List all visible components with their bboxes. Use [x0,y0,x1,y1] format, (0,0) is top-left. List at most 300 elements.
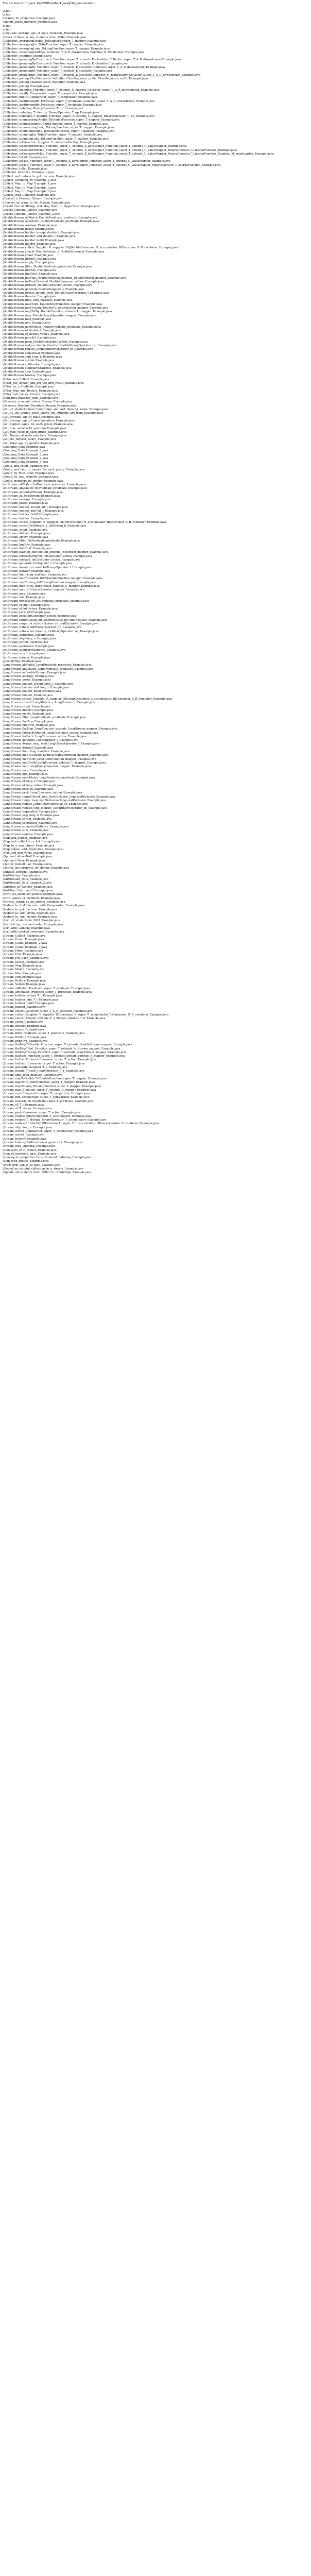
file-entry: \Sort_with_method_reference_Example.java [3,930,64,934]
file-entry: \Stream_Collect_Example.java [3,934,45,938]
file-entry: \Collectors_maxBy_Comparator_super_T_comparator_Example.java [3,92,98,96]
file-entry: \Stream_reduce_BinaryOperator_T_accumulator_Example.java [3,1114,91,1118]
file-entry: \Collectors_summingLong_ToLongFunction_super_T_mapper_Example.java [3,137,109,141]
file-entry: \LongStream_mapToDouble_LongToDoubleFunction_mapper_Example.java [3,754,109,757]
file-entry: \Stream_of_T_t_Example.java [3,1103,44,1107]
file-entry: \DoubleStream_reduce_double_identity_DoubleBinaryOperator_op_Example.java [3,344,117,348]
file-entry: \IntStream_builder_build_Example.java [3,513,58,517]
file-entry: \Filter_the_stream_and_get_the_first_result_Example.java [3,381,84,385]
file-entry: \Collectors_summarizingInt_ToIntFunction_super_T_mapper_Example.java [3,122,108,126]
file-entry: \Stream_sorted_Example.java [3,1133,45,1137]
file-entry: \Sum_ages_with_reduce_Example.java [3,1148,57,1152]
file-entry: \IntStream_filter_IntPredicate_predicate_Example.java [3,539,80,543]
file-entry: \LongStream_reduce_LongBinaryOperator_op_Example.java [3,803,88,806]
file-entry: \Stream_builder_build_Example.java [3,1002,54,1005]
file-entry: \Collectors_reducing_BinaryOperator_T_op_Example.java [3,107,84,111]
file-entry: \DoubleStream_iterator_Example.java [3,295,56,299]
file-entry: \Partition_by_Gender_Example.java [3,885,53,889]
file-entry: \LongStream_boxed_Example.java [3,679,51,682]
file-entry: \LongStream_spliterator_Example.java [3,821,58,825]
file-entry: \Convert_a_Boolean_Stream_Example.java [3,197,63,201]
file-entry: \LongStream_average_Example.java [3,675,54,679]
file-entry: \LongStream_builder_build_Example.java [3,690,61,693]
file-entry: \DoubleStream_count_Example.java [3,253,54,257]
file-entry: \LongStream_skip_long_n_Example.java [3,814,59,818]
file-entry: \Collectors_toCollection_Supplier_C_collectionFactory_Example.java [3,141,99,144]
file-entry: \DoubleStream_findFirst_Example.java [3,273,58,276]
file-entry: \IntStream_of_int_t_Example.java [3,603,50,607]
file-entry: \Filter_null_values_Stream_Example.java [3,393,60,396]
file-entry: \Stream_sorted_Comparator_super_T_comparator_Example.java [3,1130,93,1133]
file-entry: \DoubleStream_mapToLong_DoubleToLongFunction_mapper_Example.java [3,307,109,310]
file-entry: \IntStream_count_Example.java [3,528,47,532]
file-entry: \LongStream_builder_accept_long_t_Example.java [3,682,74,686]
file-entry: \Collectors_averagingLong_ToLongFunction_super_T_mapper_Example.java [3,47,110,50]
file-entry: \IntStream_generate_IntSupplier_s_Example.java [3,562,73,566]
file-entry: \LongStream_mapToInt_LongToIntFunction_mapper_Example.java [3,757,97,761]
file-entry: \Stream_allMatch_Predicate_super_T_predicate_Example.java [3,987,90,990]
file-entry: \DoubleStream_parallel_Example.java [3,336,56,340]
file-entry: \Group_By_size_property_Example.java [3,476,58,479]
file-entry: \Collectors_toConcurrentMap_Function_super_T_extends_K_keyMapper_Function_super_T_extends_U_valueMapper_BinaryOperator_U_mergeFunction_Supplier_M_mapSupplier_Example.java [3,152,274,156]
file-entry: \Collectors_groupingBy_Function_super_T_extends_K_classifier_Example.java [3,70,112,73]
file-entry: \DoubleStream_sum_Example.java [3,370,51,374]
file-entry: \Convert_an_array_to_list_Stream_Example.java [3,201,71,205]
file-entry: \Stream_min_Comparator_super_T_comparator_Example.java [3,1096,90,1099]
file-entry: \DoubleStream_sequential_Example.java [3,351,60,355]
file-entry: \Stream_Filter_Example.java [3,949,43,953]
file-entry: \LongStream_toArray_Example.java [3,833,54,836]
file-entry: \Stream_Count_Example_3.java [3,945,47,949]
file-entry: \IntStream_spliterator_Example.java [3,645,55,648]
file-entry: \Collectors_toList_Example.java [3,156,48,160]
file-entry: \Check_if_there_is_any_students_from_Miller_Example.java [3,36,87,39]
file-entry: \DoubleStream_peek_DoubleConsumer_action_Example.java [3,340,88,344]
file-entry: \LongStream_parallel_Example.java [3,788,54,791]
file-entry: \Collectors_groupingBy_Function_super_T_extends_K_classifier_Collector_super_T_A_D_downstream_Example.java [3,66,165,70]
file-entry: \LongStream_limit_long_maxSize_Example.java [3,750,70,754]
file-entry: \Collector_interface_Example_1.java [3,171,54,175]
file-entry: \Collectors_collectingAndThen_Collector_T_A_R_downstream_Function_R_RR_finisher_Example.java [3,50,144,54]
file-entry: \Collect_and_reduce_to_get_the_sum_Example.java [3,175,75,178]
file-entry: \LongStream_sorted_Example.java [3,818,51,821]
file-entry: \Sort_with_Lambda_Example.java [3,927,50,930]
file-entry: \Stream_Map_Example.java [3,964,42,968]
file-entry: \IntStream_collect_Supplier_R_supplier_ObjIntConsumer_R_accumulator_BiConsumer_R_R_combiner_Example.java [3,520,166,524]
file-entry: \Sum_up_to_properties_by_customized_reducing_Example.java [3,1156,91,1160]
file-entry: \IntStream_mapToObj_IntFunction_extends_U_mapper_Example.java [3,585,100,588]
file-entry: \Stream_empty_Example.java [3,1028,44,1032]
file-entry: \LongStream_flatMap_LongFunction_extends_LongStream_mapper_Example.java [3,727,118,731]
file-entry: \Grouping_Data_Example_3.java [3,453,48,456]
file-entry: \Stream_anyMatch_Predicate_super_T_predicate_Example.java [3,991,92,994]
file-entry: \IntStream_sum_Example.java [3,652,45,656]
file-entry: \Create_List_of_Strings_and_Map_them_to_UpperCase_Example.java [3,205,100,209]
file-entry: \Collectors_partitioningBy_Predicate_super_T_predicate_Collector_super_T_A_D_downstream_Example.java [3,99,155,103]
file-entry: \Stream_toArray_IntFunction_A_generator_Example.java [3,1141,83,1144]
file-entry: \LongStream_reduce_long_identity_LongBinaryOperator_op_Example.java [3,806,108,810]
file-entry: \Stream_Reduce_Example.java [3,979,46,983]
file-entry: \Stream_concat_Stream_extends_T_a_Stream_extends_T_b_Example.java [3,1017,106,1021]
file-entry: \change_mode_numbers_Example.java [3,21,57,24]
file-entry: \LongStream_empty_Example.java [3,713,51,716]
file-entry: \Reduce_to_sum_string_Example.java [3,911,56,915]
file-entry: \DoubleStream_sorted_Example.java [3,359,55,363]
file-entry: \Stream_Min_Example.java [3,975,41,979]
file-entry: \Max_and_min_value_Example.java [3,852,52,855]
file-entry: \Update_all_students_from_Miller_to_Cambridge_Example.java [3,1171,92,1175]
file-entry: \Reduce_to_find_the_sum_with_Comparator_Example.java [3,904,84,908]
file-entry: \Process_String_as_an_stream_Example.java [3,900,65,904]
file-entry: \Stream_Count_Example.java [3,938,44,941]
file-entry: \DoubleStream_toArray_Example.java [3,374,56,378]
file-entry: \DoubleStream_generate_DoubleSupplier_s_Example.java [3,287,84,291]
file-entry: \Partitioning_Example.java [3,874,41,877]
file-entry: \DoubleStream_noneMatch_DoublePredicate_predicate_Example.java [3,325,101,329]
file-entry: \LongStream_max_Example.java [3,769,48,772]
file-entry: \a.log [3,13,11,16]
file-entry: \a.bat [3,9,11,13]
file-entry: \DoubleStream_distinct_Example.java [3,258,56,261]
file-entry: \Stream_mapToDouble_ToDoubleFunction_super_T_mapper_Example.java [3,1077,107,1080]
file-entry: \IntStream_of_int_values_Example.java [3,607,58,611]
file-entry: \Get_max_value_in_each_group_Example.java [3,430,67,434]
file-entry: \Stream_distinct_Example.java [3,1024,46,1028]
file-entry: \Sum_with_reduce_Example.java [3,1160,49,1163]
file-entry: \Sort_list_by_reversed_order_Example.java [3,923,63,926]
file-entry: \Map_values_with_Collectors_Example.java [3,848,64,851]
file-entry: \Collectors_joining_CharSequence_delimiter_Example.java [3,81,85,84]
file-entry: \Stream_Find_Example.java [3,953,42,957]
file-entry: \Stream_reduce_U_identity_BiFunction_U_super_T_U_accumulator_BinaryOperator_U_combiner_Example.java [3,1122,159,1126]
file-entry: \IntStream_range_int_startInclusive_int_endExclusive_Example.java [3,622,99,625]
file-tree-header: The file tree for E:\Java_Dev\WRFeedback\java\JDK\generated\src [3,2,95,5]
file-entry: \Collect_Grouping_By_Example_1.java [3,178,57,182]
file-entry: \DoubleStream_findAny_Example.java [3,269,57,273]
file-entry: \Stream_For_Each_Example.java [3,957,49,960]
file-entry: \IntStream_limit_long_maxSize_Example.java [3,573,66,577]
file-entry: \Map_and_collect_to_a_list_Example.java [3,840,60,844]
file-entry: \IntStream_reduce_int_identity_IntBinaryOperator_op_Example.java [3,630,99,633]
file-entry: \Collectors_summarizingDouble_ToDoubleFunction_super_T_mapper_Example.java [3,118,120,122]
file-entry: \DoubleStream_builder_build_Example.java [3,239,64,242]
file-entry: \Partitioning_Data_Example_2.java [3,882,52,885]
file-entry: \Generate_constant_values_Stream_Example.java [3,400,73,404]
file-entry: \Collect_Map_to_Map_Example_3.java [3,190,57,193]
file-entry: \Output_one_property_for_debug_Example.java [3,867,70,870]
file-entry: \Stream_of_T_values_Example.java [3,1107,52,1111]
file-entry: \Reduce_to_get_the_sum_Example.java [3,908,58,911]
file-entry: \IntStream_map_IntUnaryOperator_mapper_Example.java [3,588,85,592]
file-entry: \Join_Strings_Example.java [3,659,41,663]
file-entry: \Collectors_reducing_U_identity_Function_super_T_extends_U_mapper_BinaryOperator_U_op_Example.java [3,114,155,118]
file-entry: \LongStream_noneMatch_LongPredicate_predicate_Example.java [3,776,95,780]
file-entry: \Collectors_summarizingLong_ToLongFunction_super_T_mapper_Example.java [3,126,114,129]
file-entry: \Stream_max_Comparator_super_T_comparator_Example.java [3,1092,90,1096]
file-entry: \Stream_forEach_Consumer_super_T_action_Example.java [3,1062,85,1065]
file-entry: \LongStream_builder_Example.java [3,693,53,697]
file-entry: \LongStream_collect_Supplier_R_supplier_ObjLongConsumer_R_accumulator_BiConsumer_R_R_combiner_Example.java [3,697,172,701]
file-entry: \DoubleStream_allMatch_DoublePredicate_predicate_Example.java [3,216,98,219]
file-entry: \DoubleStream_collect_Supplier_R_supplier_ObjDoubleConsumer_R_accumulator_BiConsumer_R_R_combiner_Example.java [3,246,178,250]
file-entry: \DoubleStream_max_Example.java [3,317,51,321]
file-entry: \DoubleStream_of_double_t_Example.java [3,329,62,332]
file-entry: \Grouping_Data_Example_2.java [3,449,48,453]
file-entry: \Stream_mapToInt_ToIntFunction_super_T_mapper_Example.java [3,1081,95,1084]
file-entry: \IntStream_forEach_IntConsumer_action_Example.java [3,558,80,562]
file-entry: \IntStream_builder_Example.java [3,517,50,520]
file-entry: \DoubleStream_map_DoubleUnaryOperator_mapper_Example.java [3,314,97,317]
file-entry: \Stream_collect_Collector_super_T_A_R_collector_Example.java [3,1009,92,1013]
file-entry: \DoubleStream_iterate_double_seed_DoubleUnaryOperator_f_Example.java [3,291,109,295]
file-entry: \IntStream_peek_IntConsumer_action_Example.java [3,615,76,618]
file-entry: \IntStream_builder_accept_int_t_Example.java [3,505,68,509]
file-entry: \Collectors_toMap_Function_super_T_extends_K_keyMapper_Function_super_T_extends_U_valueMapper_BinaryOperator_U_mergeFunction_Example.java [3,163,221,167]
file-entry: \Map_to_a_new_object_Example.java [3,844,55,848]
file-entry: \Stream_reduce_T_identity_BinaryOperator_T_accumulator_Example.java [3,1118,107,1122]
file-entry: \LongStream_sequential_Example.java [3,810,57,814]
file-entry: \Collectors_groupingByConcurrent_Function_super_T_extends_K_classifier_Example.java [3,62,129,65]
file-entry: \Stream_findFirst_Example.java [3,1039,48,1043]
file-entry: \Stream_flatMapToLong_Function_super_T_extends_LongStream_mapper_Example.java [3,1050,127,1054]
file-entry: \DoubleStream_limit_long_maxSize_Example.java [3,299,73,302]
file-entry: \DoubleStream_builder_Example.java [3,243,56,246]
file-entry: \LongStream_concat_LongStream_a_LongStream_b_Example.java [3,701,96,705]
file-entry: \IntStream_asLongStream_Example.java [3,494,60,498]
file-entry: \Get_average_age_of_male_members_Example.java [3,419,75,422]
file-entry: \DoubleStream_empty_Example.java [3,261,55,265]
file-entry: \IntStream_summaryStatistics_Example.java [3,649,66,652]
file-entry: \Stream_flatMapToDouble_Function_super_T_extends_DoubleStream_mapper_Example.java [3,1043,132,1047]
file-entry: \Parallel_Streams_Example.java [3,870,48,874]
file-entry: \Filter_by_a_Predicate_Example.java [3,385,55,389]
file-entry: \DoubleStream_builder_accept_double_t_Example.java [3,231,80,235]
file-entry: \DoubleStream_forEach_DoubleConsumer_action_Example.java [3,284,93,287]
file-entry: \LongStream_iterate_long_seed_LongUnaryOperator_f_Example.java [3,742,100,746]
file-entry: \IntStream_findFirst_Example.java [3,547,51,551]
file-entry: \LongStream_allMatch_LongPredicate_predicate_Example.java [3,664,92,667]
file-entry: \LongStream_sum_Example.java [3,829,48,833]
file-entry: \Get_Names_of_male_members_Example.java [3,434,67,438]
file-entry: \DoubleStream_concat_DoubleStream_a_DoubleStream_b_Example.java [3,250,105,253]
file-entry: \LongStream_distinct_Example.java [3,708,53,712]
file-entry: \Get_all_the_unique_cities_where_the_students_are_from_Example.java [3,412,103,415]
file-entry: \Reduce_to_sum_strings_Example.java [3,916,57,919]
file-entry: \IntStream_flatMap_IntFunction_extends_IntStream_mapper_Example.java [3,551,109,554]
file-entry: \DoubleStream_reduce_DoubleBinaryOperator_op_Example.java [3,348,94,351]
file-entry: \Stream_count_Example.java [3,1021,44,1024]
file-entry: \Collectors_counting_Example.java [3,55,52,58]
file-entry: \Collectors_averagingDouble_ToDoubleFunction_T_mapper_Example.java [3,39,107,43]
file-entry: \Optional_Value_Example.java [3,859,45,862]
file-list [3,10,309,1175]
file-entry: \Stream_Count_Example_2.java [3,942,47,945]
file-entry: \DoubleStream_filter_DoublePredicate_predicate_Example.java [3,265,92,268]
file-entry: \IntStream_forEachOrdered_IntConsumer_action_Example.java [3,554,92,558]
file-entry: \IntStream_asDoubleStream_Example.java [3,490,63,494]
file-entry: \IntStream_distinct_Example.java [3,532,50,535]
file-entry: \IntStream_allMatch_IntPredicate_predicate_Example.java [3,483,85,486]
file-entry: \Stream_flatMapToInt_Function_super_T_extends_IntStream_mapper_Example.java [3,1047,120,1050]
file-entry: \Use_of_an_stateful_collection_in_a_stream_Example.java [3,1167,83,1171]
file-entry: \Collectors_minBy_Comparator_super_T_comparator_Example.java [3,96,97,99]
file-entry: \Get_all_students_from_Cambridge_and_sort_them_by_name_Example.java [3,408,108,412]
file-entry: \Map_and_collect_Example.java [3,836,47,840]
file-entry: \Change_To_properties_Example.java [3,17,56,21]
file-entry: \Stream_Max_Example.java [3,972,42,975]
file-entry: \Collect_Map_to_Map_Example_2.java [3,186,57,190]
file-entry: \Collectors_reducing_T_identity_BinaryOperator_T_op_Example.java [3,111,99,114]
file-entry: \Stream_toArray_Example.java [3,1137,46,1141]
file-entry: \IntStream_mapToLong_IntToLongFunction_mapper_Example.java [3,581,97,584]
file-entry: \LongStream_map_LongUnaryOperator_mapper_Example.java [3,765,91,769]
file-entry: \IntStream_boxed_Example.java [3,502,48,505]
file-entry: \Generate_Random_Numbers_Stream_Example.java [3,404,76,408]
file-entry: \IntStream_iterate_int_seed_IntUnaryOperator_f_Example.java [3,566,91,569]
file-entry: \Print_names_of_members_Example.java [3,896,60,900]
file-entry: \IntStream_builder_add_int_t_Example.java [3,510,64,513]
file-entry: \Get_the_highest_salary_Example.java [3,438,57,442]
file-entry: \Filter_Map_and_Reduce_Example.java [3,389,58,393]
file-entry: \LongStream_rangeClosed_long_startInclusive_long_endInclusive_Example.java [3,795,115,799]
file-entry: \LongStream_forEach_LongConsumer_action_Example.java [3,735,87,738]
file-entry: \Stream_Group_Example.java [3,960,44,964]
file-entry: \Group_and_map_to_names_for_each_group_Example.java [3,468,84,471]
file-entry: \IntStream_average_Example.java [3,498,51,502]
file-entry: \Stream_iterate_T_seed_UnaryOperator_T_f_Example.java [3,1070,84,1073]
file-entry: \Grouping_Data_Example_4.java [3,456,48,460]
file-entry: \IntStream_noneMatch_IntPredicate_predicate_Example.java [3,600,89,603]
file-entry: \Stream_map_Function_super_T_extends_R_mapper_Example.java [3,1088,96,1092]
file-entry: \Collectors_toSet_Example.java [3,167,47,171]
file-entry: \DoubleStream_anyMatch_DoublePredicate_predicate_Example.java [3,220,99,224]
file-entry: \IntStream_toArray_Example.java [3,656,50,659]
file-entry: \Stream_limit_long_maxSize_Example.java [3,1073,63,1077]
file-entry: \IntStream_max_Example.java [3,592,45,596]
file-entry: \DoubleStream_mapToInt_DoubleToIntFunction_mapper_Example.java [3,302,102,306]
file-entry: \Stream_with_Optional_Example.java [3,1145,55,1148]
file-entry: \Output_Default_Loc_Example.java [3,862,52,866]
file-entry: \LongStream_summaryStatistics_Example.java [3,825,69,829]
file-entry: \Get_highest_value_for_each_group_Example.java [3,423,73,427]
file-entry: \LongStream_asDoubleStream_Example.java [3,671,66,674]
file-entry: \Stream_findAny_Example.java [3,1036,46,1039]
file-entry: \IntStream_sorted_Example.java [3,641,48,645]
file-entry: \DoubleStream_summaryStatistics_Example.java [3,366,72,370]
file-entry: \DoubleStream_min_Example.java [3,321,51,325]
file-entry: \Print_full_name_for_people_Example.java [3,893,62,896]
file-entry: \Get_average_age_of_male_Example.java [3,415,60,419]
file-entry: \IntStream_parallel_Example.java [3,611,50,615]
file-entry: \Stream_forEachOrdered_Consumer_super_T_action_Example.java [3,1058,97,1062]
file-entry: \LongStream_forEachOrdered_LongConsumer_action_Example.java [3,731,98,735]
file-entry: \DoubleStream_average_Example.java [3,224,57,227]
file-entry: \IntStream_anyMatch_IntPredicate_predicate_Example.java [3,487,87,490]
file-entry: \DoubleStream_forEachOrdered_DoubleConsumer_action_Example.java [3,280,104,283]
file-entry: \Get_Total_age_by_gender_Example.java [3,442,60,445]
file-entry: \IntStream_skip_long_n_Example.java [3,637,56,641]
file-entry: \LongStream_findAny_Example.java [3,720,54,723]
file-entry: \Partitioning_Data_Example.java [3,878,48,882]
file-entry: \IntStream_sequential_Example.java [3,633,54,637]
file-entry: \LongStream_builder_add_long_t_Example.java [3,686,70,690]
file-entry: \DoubleStream_builder_add_double_t_Example.java [3,235,76,239]
file-entry: \Create_Optional_Object_Example.java [3,209,58,212]
file-entry: \IntStream_concat_IntStream_a_IntStream_b_Example.java [3,524,87,528]
file-entry: \DoubleStream_skip_long_n_Example.java [3,355,62,359]
file-entry: \Grouping_Data_Example_5.java [3,461,48,464]
file-entry: \Stream_filter_Predicate_super_T_predicate_Example.java [3,1032,84,1036]
file-entry: \Group_members_by_gender_Example.java [3,479,63,483]
file-entry: \Partition_then_count_Example.java [3,889,53,893]
file-entry: \IntStream_iterator_Example.java [3,569,50,573]
file-entry: \Stream_noneMatch_Predicate_super_T_predicate_Example.java [3,1099,94,1103]
file-entry: \Stream_builder_Example.java [3,1006,46,1009]
file-entry: \Collect_Map_to_Map_Example_1.java [3,182,57,186]
file-entry: \Stream_Sorted_Example.java [3,983,45,987]
file-entry: \IntStream_rangeClosed_int_startInclusive_int_endInclusive_Example.java [3,618,108,622]
file-entry: \Collectors_toConcurrentMap_Function_super_T_extends_K_keyMapper_Function_super_T_extends_U_valueMapper_BinaryOperator_U_mergeFunction_Example.java [3,148,237,152]
file-entry: \Collectors_joining_Example.java [3,84,49,88]
file-entry: \b.bat [3,24,11,28]
file-entry: \Collectors_toMap_Function_super_T_extends_K_keyMapper_Function_super_T_extends_U_valueMapper_Example.java [3,160,171,163]
file-entry: \Collectors_summingDouble_ToDoubleFunction_super_T_mapper_Example.java [3,130,114,133]
file-entry: \Collectors_joining_CharSequence_delimiter_CharSequence_prefix_CharSequence_suffix_Example.java [3,77,148,80]
file-entry: \Stream_skip_long_n_Example.java [3,1126,52,1129]
file-entry: \Sort_all_students_in_2011_Example.java [3,919,61,923]
file-entry: \Collectors_mapping_Function_super_T_extends_U_mapper_Collector_super_U_A_R_downstream_Example.java [3,88,160,92]
file-entry: \DoubleStream_boxed_Example.java [3,227,54,231]
file-entry: \Collectors_groupingByConcurrent_Function_super_T_extends_K_classifier_Collector_super_T_A_D_downstream_Example.java [3,58,181,62]
file-entry: \Grouping_Data_Example.java [3,446,45,449]
file-entry: \Stream_peek_Consumer_super_T_action_Example.java [3,1111,81,1114]
file-entry: \LongStream_mapToObj_LongFunction_extends_U_mapper_Example.java [3,761,106,765]
file-entry: \Collectors_groupingBy_Function_super_T_extends_K_classifier_Supplier_M_mapFactory_Collector_super_T_A_D_downstream_Example.java [3,73,201,77]
file-entry: \Sum_of_members_ages_Example.java [3,1152,57,1156]
file-entry: \Collectors_toConcurrentMap_Function_super_T_extends_K_keyMapper_Function_super_T_extends_U_valueMapper_Example.java [3,145,187,148]
file-entry: \DoubleStream_flatMap_DoubleFunction_extends_DoubleStream_mapper_Example.java [3,276,127,280]
file-entry: \Stream_collect_Supplier_R_supplier_BiConsumer_R_super_T_accumulator_BiConsumer_R_R_combiner_Example.java [3,1013,169,1016]
file-entry: \LongStream_of_long_t_Example.java [3,780,56,784]
file-entry: \a.bat [3,28,11,32]
file-entry: \Stream_Match_Example.java [3,968,45,972]
file-entry: \Group_and_count_Example.java [3,464,48,468]
file-entry: \Collectors_partitioningBy_Predicate_super_T_predicate_Example.java [3,104,102,107]
file-entry: \IntStream_empty_Example.java [3,536,48,539]
file-entry: \Stream_builder_accept_T_t_Example.java [3,994,62,998]
file-entry: \Calculate_average_age_of_male_members_Example.java [3,32,83,36]
file-entry: \Collectors_summingInt_ToIntFunction_super_T_mapper_Example.java [3,133,102,137]
file-entry: \Optional_allowsNull_Example.java [3,855,53,859]
file-entry: \LongStream_findFirst_Example.java [3,724,55,727]
file-entry: \Filter_and_Collect_Example.java [3,378,49,381]
file-entry: \Transform_values_to_map_Example.java [3,1163,61,1167]
file-entry: \Stream_generate_Supplier_T_s_Example.java [3,1066,67,1070]
file-entry: \Create_Optional_Object_Example_2.java [3,212,61,216]
file-entry: \LongStream_of_long_values_Example.java [3,784,63,787]
file-entry: \DoubleStream_spliterator_Example.java [3,363,60,366]
file-entry: \LongStream_iterator_Example.java [3,746,54,750]
file-entry: \IntStream_findAny_Example.java [3,543,50,547]
file-entry: \Stream_mapToLong_ToLongFunction_super_T_mapper_Example.java [3,1084,101,1088]
file-entry: \LongStream_min_Example.java [3,772,48,776]
file-entry: \Get_max_value_with_partition_Example.java [3,427,66,430]
file-entry: \LongStream_anyMatch_LongPredicate_predicate_Example.java [3,667,93,671]
file-entry: \DoubleStream_mapToObj_DoubleFunction_extends_U_mapper_Example.java [3,310,112,314]
file-entry: \IntStream_reduce_IntBinaryOperator_op_Example.java [3,626,82,630]
file-entry: \LongStream_generate_LongSupplier_s_Example.java [3,739,79,742]
file-entry: \DoubleStream_of_double_values_Example.java [3,333,70,336]
